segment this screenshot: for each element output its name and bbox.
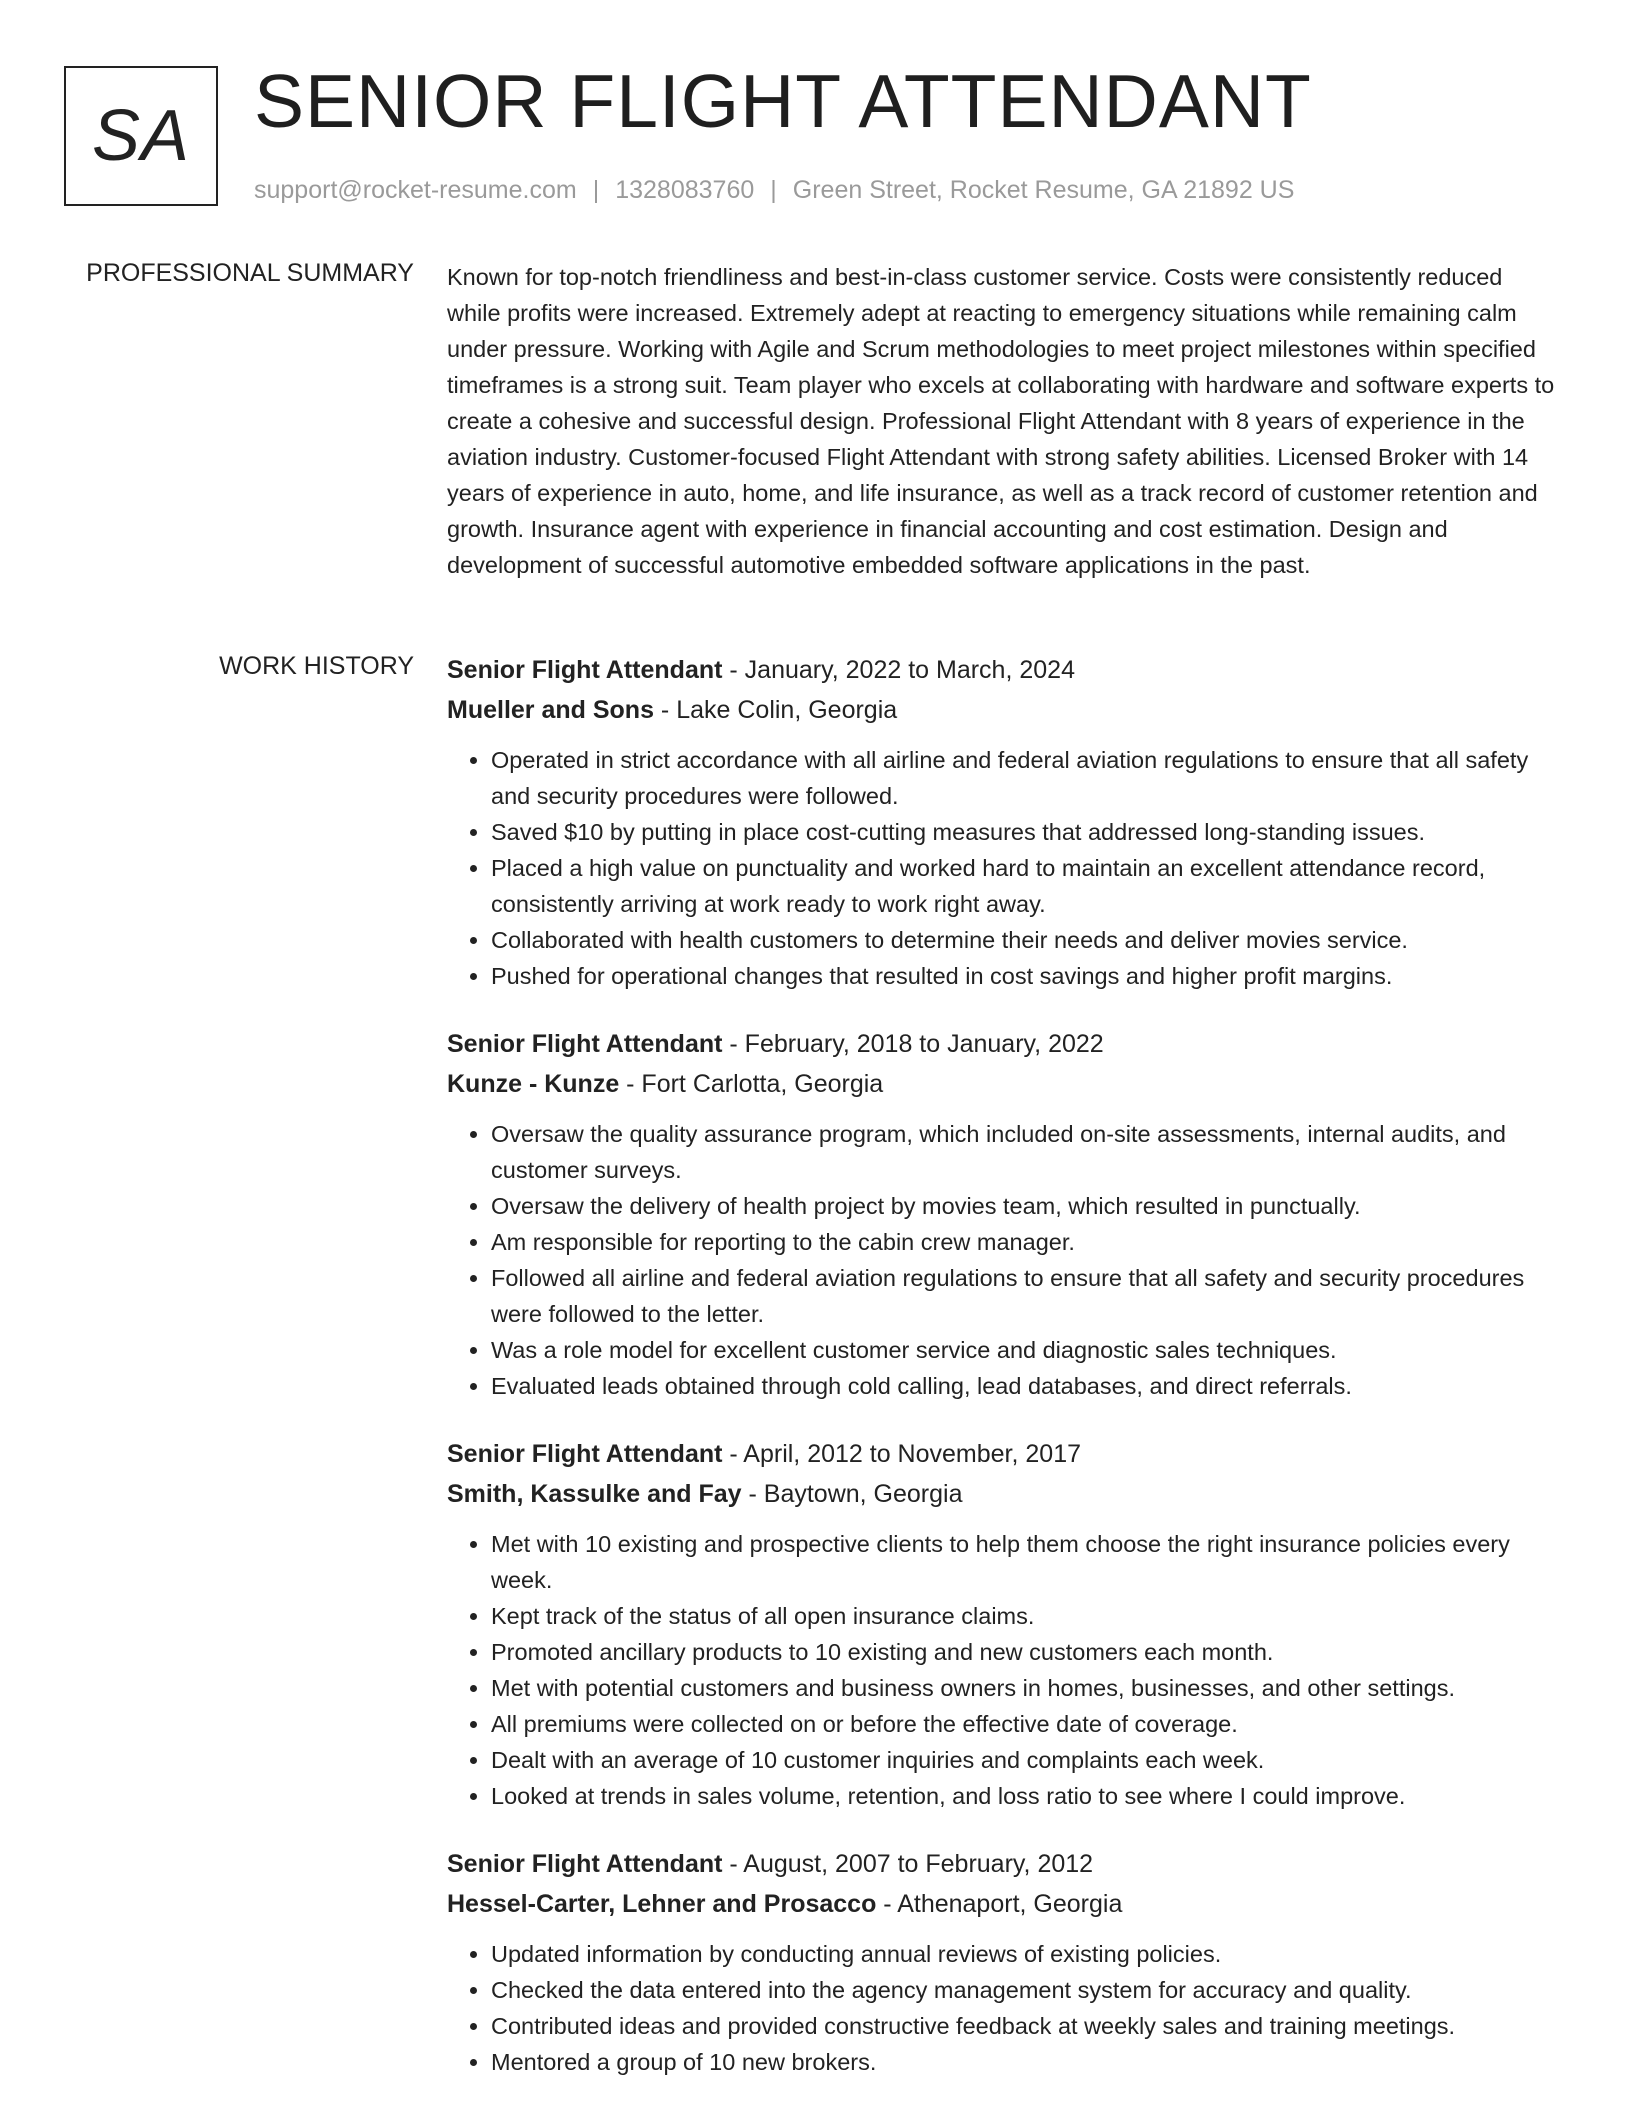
section-label-work-history: WORK HISTORY [219, 652, 414, 680]
job-location: - Fort Carlotta, Georgia [619, 1070, 884, 1098]
job-bullet: • Met with potential customers and business owners in homes, businesses, and other settings. [491, 1670, 1562, 1706]
job-bullet: • Pushed for operational changes that resulted in cost savings and higher profit margins. [491, 958, 1562, 994]
job-bullet: • Kept track of the status of all open insurance claims. [491, 1598, 1562, 1634]
job-company-line [447, 1884, 1562, 1924]
contact-separator: | [770, 176, 777, 204]
job-bullets [447, 1936, 1562, 2080]
contact-email: support@rocket-resume.com [254, 176, 577, 204]
job-role-line [447, 1434, 1562, 1474]
contact-line [254, 174, 1294, 206]
job-bullets [447, 742, 1562, 994]
job-bullet: • Oversaw the delivery of health project by movies team, which resulted in punctually. [491, 1188, 1562, 1224]
job-bullet: • Was a role model for excellent customer service and diagnostic sales techniques. [491, 1332, 1562, 1368]
job-location: - Baytown, Georgia [741, 1480, 963, 1508]
job-company-line [447, 1064, 1562, 1104]
job-entry [447, 650, 1562, 994]
job-bullet: • Promoted ancillary products to 10 existing and new customers each month. [491, 1634, 1562, 1670]
job-role-line [447, 1844, 1562, 1884]
job-bullet: • Updated information by conducting annual reviews of existing policies. [491, 1936, 1562, 1972]
job-role: Senior Flight Attendant [447, 1030, 723, 1058]
job-company: Smith, Kassulke and Fay [447, 1480, 742, 1508]
section-label-summary: PROFESSIONAL SUMMARY [86, 259, 414, 287]
job-bullet: • Collaborated with health customers to determine their needs and deliver movies service. [491, 922, 1562, 958]
job-dates: - August, 2007 to February, 2012 [722, 1850, 1094, 1878]
job-bullet: • Saved $10 by putting in place cost-cutting measures that addressed long-standing issues. [491, 814, 1562, 850]
job-bullets [447, 1116, 1562, 1404]
job-role-line [447, 1024, 1562, 1064]
job-dates: - January, 2022 to March, 2024 [722, 656, 1075, 684]
job-bullets [447, 1526, 1562, 1814]
job-role: Senior Flight Attendant [447, 1440, 723, 1468]
job-bullet: • All premiums were collected on or before the effective date of coverage. [491, 1706, 1562, 1742]
job-entry [447, 1024, 1562, 1404]
job-entry [447, 1434, 1562, 1814]
contact-separator: | [592, 176, 600, 204]
page-title: SENIOR FLIGHT ATTENDANT [254, 59, 1312, 143]
initials-text: SA [91, 96, 191, 176]
job-bullet: • Mentored a group of 10 new brokers. [491, 2044, 1562, 2080]
job-role-line [447, 650, 1562, 690]
job-company-line [447, 1474, 1562, 1514]
job-company: Hessel-Carter, Lehner and Prosacco [447, 1890, 877, 1918]
job-dates: - April, 2012 to November, 2017 [722, 1440, 1081, 1468]
job-bullet: • Evaluated leads obtained through cold calling, lead databases, and direct referrals. [491, 1368, 1562, 1404]
initials-monogram [64, 66, 218, 206]
job-company-line [447, 690, 1562, 730]
job-bullet: • Oversaw the quality assurance program, which included on-site assessments, internal audits, and customer surveys. [491, 1116, 1562, 1188]
summary-text: Known for top-notch friendliness and best-in-class customer service. Costs were consistently reduced while profits were increased. Extremely adept at reacting to emergency situations while remaining calm under pressure. Working with Agile and Scrum methodologies to meet project milestones within specified timeframes is a strong suit. Team player who excels at collaborating with hardware and software experts to create a cohesive and successful design. Professional Flight Attendant with 8 years of experience in the aviation industry. Customer-focused Flight Attendant with strong safety abilities. Licensed Broker with 14 years of experience in auto, home, and life insurance, as well as a track record of customer retention and growth. Insurance agent with experience in financial accounting and cost estimation. Design and development of successful automotive embedded software applications in the past. [447, 264, 1555, 578]
job-company: Mueller and Sons [447, 696, 654, 724]
job-bullet: • Contributed ideas and provided constructive feedback at weekly sales and training meetings. [491, 2008, 1562, 2044]
job-role: Senior Flight Attendant [447, 656, 723, 684]
job-location: - Lake Colin, Georgia [653, 696, 898, 724]
contact-phone: 1328083760 [615, 176, 755, 204]
job-bullet: • Operated in strict accordance with all airline and federal aviation regulations to ensure that all safety and security procedures were followed. [491, 742, 1562, 814]
job-bullet: • Looked at trends in sales volume, retention, and loss ratio to see where I could improve. [491, 1778, 1562, 1814]
job-entry [447, 1844, 1562, 2080]
job-bullet: • Placed a high value on punctuality and worked hard to maintain an excellent attendance record, consistently arriving at work ready to work right away. [491, 850, 1562, 922]
job-bullet: • Met with 10 existing and prospective clients to help them choose the right insurance policies every week. [491, 1526, 1562, 1598]
work-history-list [447, 650, 1562, 2110]
job-bullet: • Dealt with an average of 10 customer inquiries and complaints each week. [491, 1742, 1562, 1778]
job-bullet: • Followed all airline and federal aviation regulations to ensure that all safety and security procedures were followed to the letter. [491, 1260, 1562, 1332]
contact-address: Green Street, Rocket Resume, GA 21892 US [792, 176, 1295, 204]
job-dates: - February, 2018 to January, 2022 [722, 1030, 1104, 1058]
job-bullet: • Checked the data entered into the agency management system for accuracy and quality. [491, 1972, 1562, 2008]
job-location: - Athenaport, Georgia [876, 1890, 1123, 1918]
job-role: Senior Flight Attendant [447, 1850, 723, 1878]
job-bullet: • Am responsible for reporting to the cabin crew manager. [491, 1224, 1562, 1260]
job-company: Kunze - Kunze [447, 1070, 620, 1098]
